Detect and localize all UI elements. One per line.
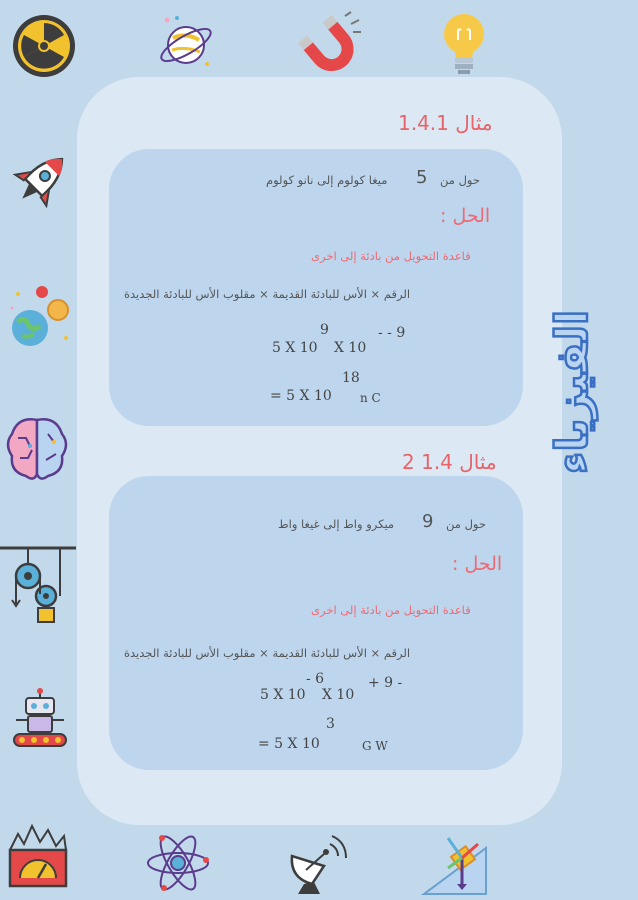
example1-heading: مثال 1.4.1	[398, 111, 493, 135]
page-title	[547, 295, 625, 490]
example1-solution-label: الحل :	[440, 205, 491, 227]
magnet-icon	[295, 10, 363, 74]
atom-icon	[144, 830, 212, 896]
example2-line1-base: 5 X 10	[260, 687, 306, 703]
radiation-icon	[10, 12, 78, 80]
voltmeter-icon	[4, 822, 70, 890]
svg-text:الفيزياء: الفيزياء	[547, 309, 598, 475]
example2-prompt-before: حول من	[446, 517, 486, 531]
example1-rule-formula: الرقم × الأس للبادئة القديمة × مقلوب الأس للبادئة الجديدة	[124, 287, 411, 301]
example1-prompt-after: ميغا كولوم إلى نانو كولوم	[266, 173, 388, 187]
example2-solution-label: الحل :	[452, 553, 503, 575]
example1-line2-exp: 18	[342, 370, 360, 386]
brain-icon	[4, 414, 70, 484]
robot-icon	[8, 688, 72, 750]
example1-line2-unit: n C	[360, 391, 381, 405]
example2-line1-exp1: - 6	[306, 671, 325, 687]
example1-rule-title: قاعدة التحويل من بادئة إلى اخرى	[311, 249, 471, 263]
example1-line1-exp2: - - 9	[378, 325, 406, 341]
satellite-dish-icon	[284, 832, 350, 896]
inclined-plane-icon	[420, 828, 490, 896]
example1-line1-exp1: 9	[320, 322, 329, 338]
example2-line1-exp2: + 9 -	[368, 675, 403, 691]
example2-heading: مثال 1.4 2	[402, 450, 497, 474]
planets-icon	[6, 282, 74, 352]
example2-rule-title: قاعدة التحويل من بادئة إلى اخرى	[311, 603, 471, 617]
example2-rule-formula: الرقم × الأس للبادئة القديمة × مقلوب الأس للبادئة الجديدة	[124, 646, 411, 660]
example2-line2-exp: 3	[326, 716, 335, 732]
example1-prompt-before: حول من	[440, 173, 480, 187]
planet-icon	[155, 12, 217, 74]
example2-line2-base: = 5 X 10	[258, 736, 320, 752]
example1-line1-mid: X 10	[334, 340, 367, 356]
lightbulb-icon	[436, 10, 492, 78]
example1-prompt-number: 5	[416, 167, 428, 188]
example2-line2-unit: G W	[362, 739, 388, 753]
example2-prompt-number: 9	[422, 511, 434, 532]
example1-line1-base: 5 X 10	[272, 340, 318, 356]
rocket-icon	[8, 148, 72, 214]
example2-prompt-after: ميكرو واط إلى غيغا واط	[278, 517, 395, 531]
example1-line2-base: = 5 X 10	[270, 388, 332, 404]
example2-line1-mid: X 10	[322, 687, 355, 703]
pulley-icon	[0, 546, 76, 626]
